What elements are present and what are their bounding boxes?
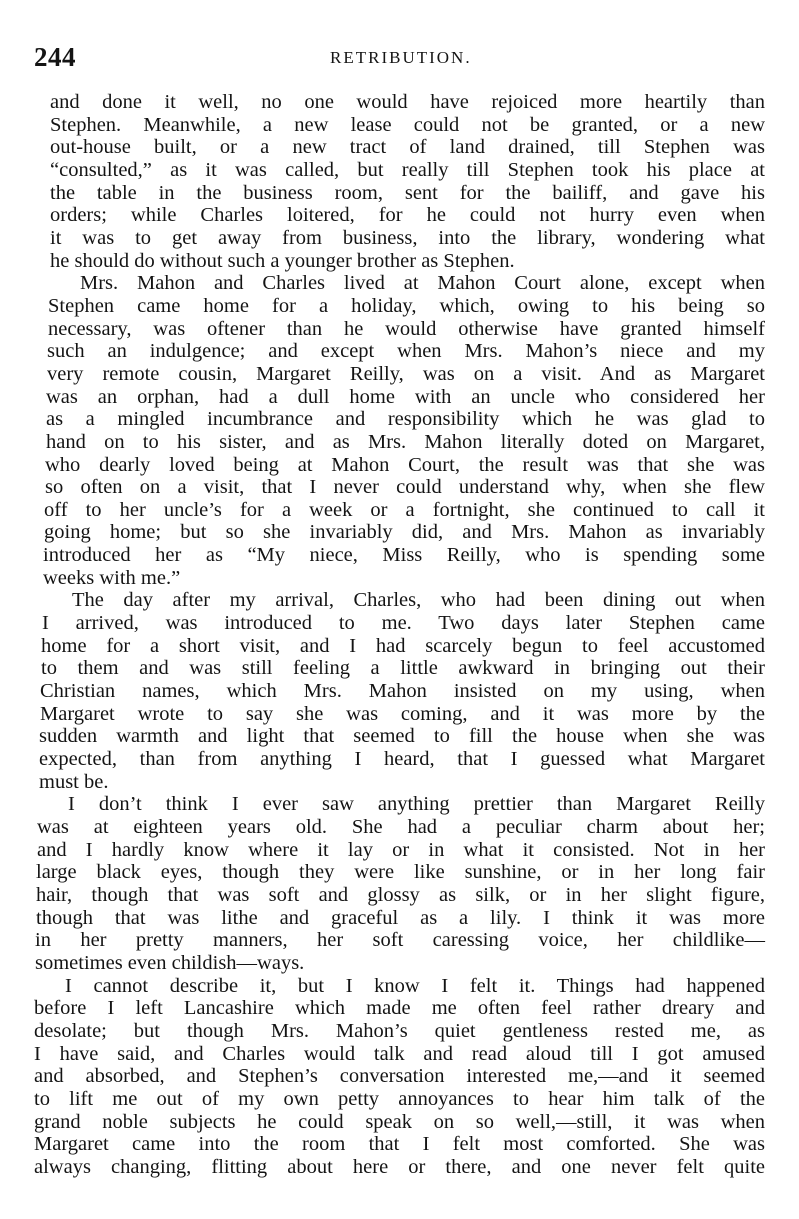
text-line: hair, though that was soft and glossy as silk, or in her slight figure, — [36, 883, 765, 906]
text-line: to them and was still feeling a little awkward in bringing out their — [41, 657, 765, 680]
text-line: out-house built, or a new tract of land drained, till Stephen was — [50, 136, 765, 159]
body-text — [34, 91, 765, 1179]
text-line: was at eighteen years old. She had a peculiar charm about her; — [37, 816, 765, 838]
text-line: introduced her as “My niece, Miss Reilly, who is spending some — [43, 544, 765, 567]
text-line: sudden warmth and light that seemed to fill the house when she was — [39, 725, 765, 748]
text-line: orders; while Charles loitered, for he could not hurry even when — [50, 204, 765, 227]
text-line: Christian names, which Mrs. Mahon insisted on my using, when — [40, 680, 765, 703]
text-line: home for a short visit, and I had scarcely begun to feel accustomed — [41, 634, 765, 657]
text-line: such an indulgence; and except when Mrs. Mahon’s niece and my — [47, 340, 765, 363]
text-line: Stephen came home for a holiday, which, owing to his being so — [48, 294, 765, 317]
text-line: necessary, was oftener than he would otherwise have granted himself — [48, 317, 765, 340]
text-line: off to her uncle’s for a week or a fortnight, she continued to call it — [44, 498, 765, 521]
text-line: large black eyes, though they were like sunshine, or in her long fair — [36, 861, 765, 884]
text-line: must be. — [39, 770, 109, 793]
text-line: the table in the business room, sent for the bailiff, and gave his — [50, 181, 765, 204]
text-line: Stephen. Meanwhile, a new lease could not be granted, or a new — [50, 113, 765, 136]
text-line: hand on to his sister, and as Mrs. Mahon literally doted on Margaret, — [46, 430, 765, 453]
text-line: desolate; but though Mrs. Mahon’s quiet gentleness rested me, as — [34, 1019, 765, 1042]
running-title: RETRIBUTION. — [330, 48, 472, 67]
text-line: to lift me out of my own petty annoyances to hear him talk of the — [34, 1087, 765, 1110]
text-line: grand noble subjects he could speak on so well,—still, it was when — [34, 1110, 765, 1133]
text-line: I have said, and Charles would talk and read aloud till I got amused — [34, 1042, 765, 1065]
text-line: weeks with me.” — [43, 566, 181, 589]
text-line: he should do without such a younger brother as Stephen. — [50, 249, 515, 272]
text-line: always changing, flitting about here or there, and one never felt quite — [34, 1155, 765, 1178]
text-line: Margaret came into the room that I felt most comforted. She was — [34, 1133, 765, 1156]
text-line: Margaret wrote to say she was coming, and it was more by the — [40, 702, 765, 725]
text-line: as a mingled incumbrance and responsibility which he was glad to — [46, 408, 765, 431]
page-number: 244 — [34, 42, 76, 72]
text-line: and absorbed, and Stephen’s conversation interested me,—and it seemed — [34, 1065, 765, 1088]
text-line: The day after my arrival, Charles, who had been dining out when — [72, 589, 765, 612]
text-line: was an orphan, had a dull home with an uncle who considered her — [46, 385, 765, 408]
text-line: in her pretty manners, her soft caressing voice, her childlike— — [35, 929, 765, 952]
text-line: Mrs. Mahon and Charles lived at Mahon Court alone, except when — [80, 272, 765, 295]
text-line: expected, than from anything I heard, that I guessed what Margaret — [39, 748, 765, 771]
text-line: so often on a visit, that I never could understand why, when she flew — [45, 476, 765, 499]
text-line: who dearly loved being at Mahon Court, the result was that she was — [45, 453, 765, 476]
text-line: it was to get away from business, into the library, wondering what — [50, 226, 765, 249]
text-line: “consulted,” as it was called, but really till Stephen took his place at — [50, 158, 765, 181]
text-line: and done it well, no one would have rejoiced more heartily than — [50, 91, 765, 113]
text-line: before I left Lancashire which made me often feel rather dreary and — [34, 997, 765, 1020]
text-line: very remote cousin, Margaret Reilly, was on a visit. And as Margaret — [47, 362, 765, 385]
text-line: going home; but so she invariably did, and Mrs. Mahon as invariably — [44, 521, 765, 544]
text-line: I cannot describe it, but I know I felt it. Things had happened — [65, 974, 765, 997]
running-head — [34, 40, 765, 74]
text-line: sometimes even childish—ways. — [35, 951, 305, 974]
text-line: and I hardly know where it lay or in what it consisted. Not in her — [37, 838, 765, 861]
text-line: though that was lithe and graceful as a lily. I think it was more — [36, 906, 765, 929]
text-line: I arrived, was introduced to me. Two days later Stephen came — [42, 612, 765, 635]
text-line: I don’t think I ever saw anything prettier than Margaret Reilly — [68, 793, 765, 816]
